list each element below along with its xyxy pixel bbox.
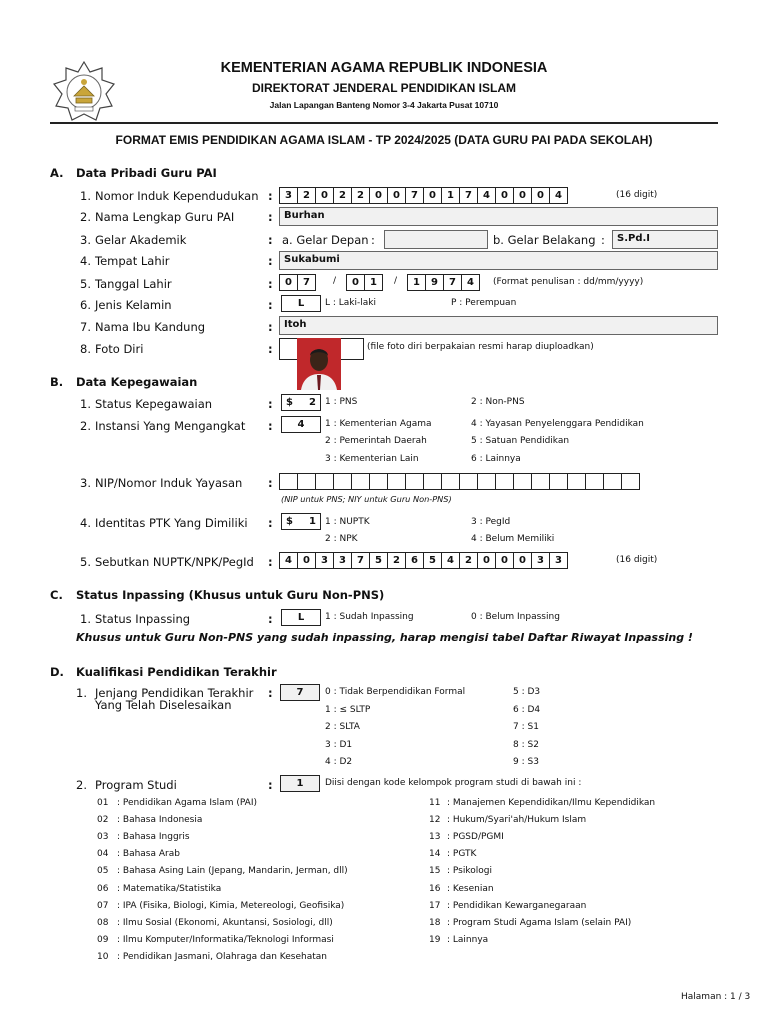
digit-box[interactable]: 0 — [513, 552, 532, 569]
section-d-title: Kualifikasi Pendidikan Terakhir — [76, 665, 277, 679]
digit-box[interactable]: 0 — [297, 552, 316, 569]
digit-box[interactable] — [351, 473, 370, 490]
identitas-label: Identitas PTK Yang Dimiliki — [95, 516, 248, 530]
gelar-depan-input[interactable] — [384, 230, 488, 249]
inpassing-opt-0: 0 : Belum Inpassing — [471, 612, 560, 622]
ibu-input[interactable]: Itoh — [279, 316, 718, 335]
nip-note: (NIP untuk PNS; NIY untuk Guru Non-PNS) — [281, 494, 452, 504]
prodi-name: : PGSD/PGMI — [447, 832, 504, 843]
prodi-code: 11 — [429, 798, 441, 808]
prodi-code: 01 — [97, 798, 109, 808]
nama-label: Nama Lengkap Guru PAI — [95, 210, 235, 224]
digit-box[interactable]: 7 — [405, 187, 424, 204]
colon: : — [268, 298, 273, 312]
digit-box[interactable]: 1 — [441, 187, 460, 204]
jenjang-value: 7 — [296, 687, 304, 698]
prodi-code: 02 — [97, 815, 109, 826]
digit-box[interactable]: 5 — [369, 552, 388, 569]
digit-box[interactable]: 4 — [549, 187, 568, 204]
digit-box[interactable] — [297, 473, 316, 490]
jenjang-option: 6 : D4 — [513, 704, 541, 715]
nuptk-note: (16 digit) — [616, 555, 658, 565]
jenjang-option: 7 : S1 — [513, 722, 539, 732]
tanggal-lahir-dd[interactable] — [279, 274, 315, 291]
digit-box[interactable]: 1 — [364, 274, 383, 291]
page-number: Halaman : 1 / 3 — [681, 992, 751, 1002]
prodi-name: : Program Studi Agama Islam (selain PAI) — [447, 917, 632, 928]
prodi-name: : Bahasa Indonesia — [117, 815, 203, 826]
instansi-value: 4 — [297, 419, 305, 430]
prodi-code: 18 — [429, 917, 441, 928]
digit-box[interactable] — [513, 473, 532, 490]
ministry-address: Jalan Lapangan Banteng Nomor 3-4 Jakarta Pusat 10710 — [269, 100, 499, 110]
status-opt-1: 1 : PNS — [325, 397, 358, 407]
inpassing-label: Status Inpassing — [95, 612, 191, 626]
prodi-code: 09 — [97, 934, 109, 945]
colon: : — [268, 189, 273, 203]
prodi-code: 15 — [429, 866, 441, 877]
prodi-name: : Bahasa Asing Lain (Jepang, Mandarin, Jerman, dll) — [117, 866, 348, 877]
section-b-title: Data Kepegawaian — [76, 375, 198, 389]
identitas-number: 4. — [80, 516, 91, 530]
digit-box[interactable]: 0 — [315, 187, 334, 204]
nip-label: NIP/Nomor Induk Yayasan — [95, 476, 243, 490]
prodi-code: 10 — [97, 951, 109, 962]
prodi-name: : Pendidikan Jasmani, Olahraga dan Kesehatan — [117, 951, 327, 962]
digit-box[interactable]: 3 — [333, 552, 352, 569]
digit-box[interactable]: 1 — [407, 274, 426, 291]
prodi-name: : Hukum/Syari'ah/Hukum Islam — [447, 815, 587, 826]
digit-box[interactable]: 9 — [425, 274, 444, 291]
tanggal-lahir-label: Tanggal Lahir — [95, 277, 172, 291]
gelar-belakang-label: b. Gelar Belakang — [493, 233, 596, 247]
jenjang-input[interactable] — [280, 684, 320, 701]
prodi-name: : Ilmu Komputer/Informatika/Teknologi Informasi — [117, 934, 334, 945]
section-b-letter: B. — [50, 375, 64, 389]
digit-box[interactable]: 2 — [297, 187, 316, 204]
digit-box[interactable]: 5 — [423, 552, 442, 569]
identitas-value: 1 — [309, 516, 316, 527]
status-kepegawaian-prefix: $ — [286, 397, 293, 408]
form-title: FORMAT EMIS PENDIDIKAN AGAMA ISLAM - TP 2024/2025 (DATA GURU PAI PADA SEKOLAH) — [115, 133, 653, 147]
digit-box[interactable]: 4 — [441, 552, 460, 569]
prodi-name: : PGTK — [447, 849, 477, 860]
nip-digit-boxes[interactable] — [279, 473, 639, 490]
identitas-prefix: $ — [286, 516, 293, 527]
jenjang-option: 2 : SLTA — [325, 722, 360, 732]
prodi-code: 12 — [429, 815, 441, 826]
colon: : — [268, 555, 273, 569]
colon: : — [371, 233, 375, 247]
section-c-title: Status Inpassing (Khusus untuk Guru Non-PNS) — [76, 588, 385, 602]
instansi-opt-5: 5 : Satuan Pendidikan — [471, 436, 570, 446]
digit-box[interactable]: 4 — [461, 274, 480, 291]
digit-box[interactable] — [495, 473, 514, 490]
digit-box[interactable]: 2 — [387, 552, 406, 569]
digit-box[interactable]: 2 — [351, 187, 370, 204]
tanggal-lahir-number: 5. — [80, 277, 91, 291]
nik-number: 1. — [80, 189, 91, 203]
digit-box[interactable] — [369, 473, 388, 490]
digit-box[interactable] — [387, 473, 406, 490]
prodi-name: : Bahasa Inggris — [117, 832, 190, 843]
jenjang-number: 1. — [76, 686, 87, 700]
instansi-opt-2: 2 : Pemerintah Daerah — [325, 436, 427, 446]
digit-box[interactable]: 0 — [346, 274, 365, 291]
prodi-code: 17 — [429, 900, 441, 911]
prodi-name: : Lainnya — [447, 934, 489, 945]
instansi-label: Instansi Yang Mengangkat — [95, 419, 246, 433]
nuptk-number: 5. — [80, 555, 91, 569]
colon: : — [268, 516, 273, 530]
digit-box[interactable]: 0 — [531, 187, 550, 204]
nik-note: (16 digit) — [616, 190, 658, 200]
directorate-name: DIREKTORAT JENDERAL PENDIDIKAN ISLAM — [251, 81, 517, 95]
digit-box[interactable] — [477, 473, 496, 490]
prodi-value: 1 — [296, 778, 304, 789]
prodi-name: : Bahasa Arab — [117, 849, 180, 860]
prodi-code: 19 — [429, 934, 441, 945]
digit-box[interactable]: 0 — [423, 187, 442, 204]
gelar-label: Gelar Akademik — [95, 233, 187, 247]
jenis-kelamin-input[interactable] — [281, 295, 321, 312]
jenis-kelamin-value: L — [297, 298, 305, 309]
jenjang-label-line2: Yang Telah Diselesaikan — [95, 698, 232, 712]
digit-box[interactable] — [531, 473, 550, 490]
nama-input[interactable]: Burhan — [279, 207, 718, 226]
profile-photo[interactable] — [297, 338, 341, 390]
prodi-name: : Psikologi — [447, 866, 492, 877]
prodi-name: : Kesenian — [447, 883, 494, 894]
colon: : — [268, 686, 273, 700]
digit-box[interactable]: 0 — [477, 552, 496, 569]
nama-number: 2. — [80, 210, 91, 224]
prodi-code: 06 — [97, 883, 109, 894]
identitas-opt-1: 1 : NUPTK — [325, 517, 370, 527]
digit-box[interactable] — [585, 473, 604, 490]
digit-box[interactable]: 0 — [495, 552, 514, 569]
digit-box[interactable]: 3 — [531, 552, 550, 569]
digit-box[interactable] — [621, 473, 640, 490]
gelar-depan-label: a. Gelar Depan — [282, 233, 369, 247]
digit-box[interactable]: 2 — [459, 552, 478, 569]
digit-box[interactable] — [315, 473, 334, 490]
tanggal-lahir-mm[interactable] — [346, 274, 382, 291]
section-d-letter: D. — [50, 665, 64, 679]
digit-box[interactable]: 0 — [387, 187, 406, 204]
digit-box[interactable]: 7 — [351, 552, 370, 569]
digit-box[interactable]: 0 — [279, 274, 298, 291]
prodi-code: 03 — [97, 832, 109, 843]
colon: : — [268, 476, 273, 490]
nuptk-label: Sebutkan NUPTK/NPK/PegId — [95, 555, 254, 569]
inpassing-number: 1. — [80, 612, 91, 626]
nuptk-digit-boxes[interactable] — [279, 552, 567, 569]
tempat-lahir-input[interactable]: Sukabumi — [279, 251, 718, 270]
prodi-code: 14 — [429, 849, 441, 860]
instansi-opt-1: 1 : Kementerian Agama — [325, 419, 432, 429]
date-separator: / — [333, 276, 337, 286]
section-c-letter: C. — [50, 588, 63, 602]
prodi-code: 16 — [429, 883, 441, 894]
digit-box[interactable] — [567, 473, 586, 490]
colon: : — [268, 210, 273, 224]
digit-box[interactable]: 2 — [333, 187, 352, 204]
colon: : — [268, 233, 273, 247]
inpassing-input[interactable] — [281, 609, 321, 626]
prodi-input[interactable] — [280, 775, 320, 792]
identitas-input[interactable] — [281, 513, 321, 530]
ibu-number: 7. — [80, 320, 91, 334]
section-a-letter: A. — [50, 166, 64, 180]
foto-label: Foto Diri — [95, 342, 144, 356]
digit-box[interactable]: 7 — [443, 274, 462, 291]
digit-box[interactable] — [405, 473, 424, 490]
digit-box[interactable]: 4 — [477, 187, 496, 204]
ministry-name: KEMENTERIAN AGAMA REPUBLIK INDONESIA — [220, 60, 548, 76]
digit-box[interactable]: 6 — [405, 552, 424, 569]
instansi-opt-4: 4 : Yayasan Penyelenggara Pendidikan — [471, 419, 644, 429]
gelar-number: 3. — [80, 233, 91, 247]
jenjang-option: 5 : D3 — [513, 687, 541, 697]
prodi-label: Program Studi — [95, 778, 177, 792]
foto-number: 8. — [80, 342, 91, 356]
identitas-opt-2: 2 : NPK — [325, 534, 358, 544]
status-kepegawaian-input[interactable] — [281, 394, 321, 411]
status-kepegawaian-label: Status Kepegawaian — [95, 397, 213, 411]
prodi-name: : IPA (Fisika, Biologi, Kimia, Metereologi, Geofisika) — [117, 900, 345, 911]
digit-box[interactable]: 0 — [495, 187, 514, 204]
digit-box[interactable]: 0 — [513, 187, 532, 204]
jenjang-option: 4 : D2 — [325, 757, 353, 767]
prodi-name: : Matematika/Statistika — [117, 883, 222, 894]
inpassing-notice: Khusus untuk Guru Non-PNS yang sudah inpassing, harap mengisi tabel Daftar Riwayat Inpassing ! — [76, 631, 693, 644]
instansi-opt-6: 6 : Lainnya — [471, 454, 521, 464]
digit-box[interactable]: 0 — [369, 187, 388, 204]
prodi-number: 2. — [76, 778, 87, 792]
instansi-input[interactable] — [281, 416, 321, 433]
prodi-code: 13 — [429, 832, 441, 843]
inpassing-value: L — [297, 612, 305, 623]
prodi-code: 05 — [97, 866, 109, 877]
identitas-opt-4: 4 : Belum Memiliki — [471, 534, 555, 544]
colon: : — [268, 320, 273, 334]
jenis-kelamin-label: Jenis Kelamin — [95, 298, 172, 312]
digit-box[interactable] — [333, 473, 352, 490]
prodi-name: : Pendidikan Agama Islam (PAI) — [117, 798, 258, 808]
gelar-belakang-input[interactable]: S.Pd.I — [612, 230, 718, 249]
digit-box[interactable]: 4 — [279, 552, 298, 569]
digit-box[interactable] — [549, 473, 568, 490]
digit-box[interactable] — [603, 473, 622, 490]
jenjang-option: 9 : S3 — [513, 757, 539, 767]
digit-box[interactable]: 3 — [279, 187, 298, 204]
colon: : — [268, 419, 273, 433]
status-kepegawaian-value: 2 — [309, 397, 316, 408]
jenjang-option: 3 : D1 — [325, 739, 353, 750]
digit-box[interactable]: 7 — [459, 187, 478, 204]
digit-box[interactable] — [441, 473, 460, 490]
jenjang-option: 0 : Tidak Berpendidikan Formal — [325, 687, 466, 697]
section-a-title: Data Pribadi Guru PAI — [76, 166, 217, 180]
instansi-opt-3: 3 : Kementerian Lain — [325, 454, 419, 464]
jenis-kelamin-opt-p: P : Perempuan — [451, 298, 517, 308]
prodi-code: 08 — [97, 917, 109, 928]
status-kepegawaian-number: 1. — [80, 397, 91, 411]
digit-box[interactable] — [423, 473, 442, 490]
colon: : — [268, 397, 273, 411]
nik-label: Nomor Induk Kependudukan — [95, 189, 259, 203]
tempat-lahir-label: Tempat Lahir — [95, 254, 170, 268]
identitas-opt-3: 3 : PegId — [471, 517, 511, 527]
digit-box[interactable] — [279, 473, 298, 490]
digit-box[interactable]: 3 — [315, 552, 334, 569]
prodi-code: 07 — [97, 900, 109, 911]
digit-box[interactable] — [459, 473, 478, 490]
ibu-label: Nama Ibu Kandung — [95, 320, 206, 334]
tanggal-lahir-yyyy[interactable] — [407, 274, 479, 291]
colon: : — [268, 612, 273, 626]
prodi-note: Diisi dengan kode kelompok program studi di bawah ini : — [325, 778, 582, 788]
colon: : — [268, 342, 273, 356]
instansi-number: 2. — [80, 419, 91, 433]
status-opt-2: 2 : Non-PNS — [471, 397, 525, 407]
prodi-name: : Pendidikan Kewarganegaraan — [447, 900, 587, 911]
jenjang-option: 1 : ≤ SLTP — [325, 704, 371, 715]
foto-note: (file foto diri berpakaian resmi harap diuploadkan) — [367, 342, 594, 352]
jenjang-option: 8 : S2 — [513, 739, 539, 750]
jenis-kelamin-number: 6. — [80, 298, 91, 312]
colon: : — [601, 233, 605, 247]
date-separator: / — [394, 276, 398, 286]
tempat-lahir-number: 4. — [80, 254, 91, 268]
digit-box[interactable]: 7 — [297, 274, 316, 291]
header-divider — [50, 122, 718, 124]
nik-digit-boxes[interactable] — [279, 187, 567, 204]
colon: : — [268, 778, 273, 792]
jenis-kelamin-opt-l: L : Laki-laki — [325, 298, 376, 308]
prodi-code: 04 — [97, 849, 109, 860]
prodi-name: : Ilmu Sosial (Ekonomi, Akuntansi, Sosiologi, dll) — [117, 917, 333, 928]
tanggal-lahir-note: (Format penulisan : dd/mm/yyyy) — [493, 277, 644, 287]
digit-box[interactable]: 3 — [549, 552, 568, 569]
nip-number: 3. — [80, 476, 91, 490]
colon: : — [268, 254, 273, 268]
inpassing-opt-1: 1 : Sudah Inpassing — [325, 612, 414, 622]
jenjang-label-line1: Jenjang Pendidikan Terakhir — [95, 686, 254, 700]
prodi-name: : Manajemen Kependidikan/Ilmu Kependidikan — [447, 798, 656, 808]
colon: : — [268, 277, 273, 291]
